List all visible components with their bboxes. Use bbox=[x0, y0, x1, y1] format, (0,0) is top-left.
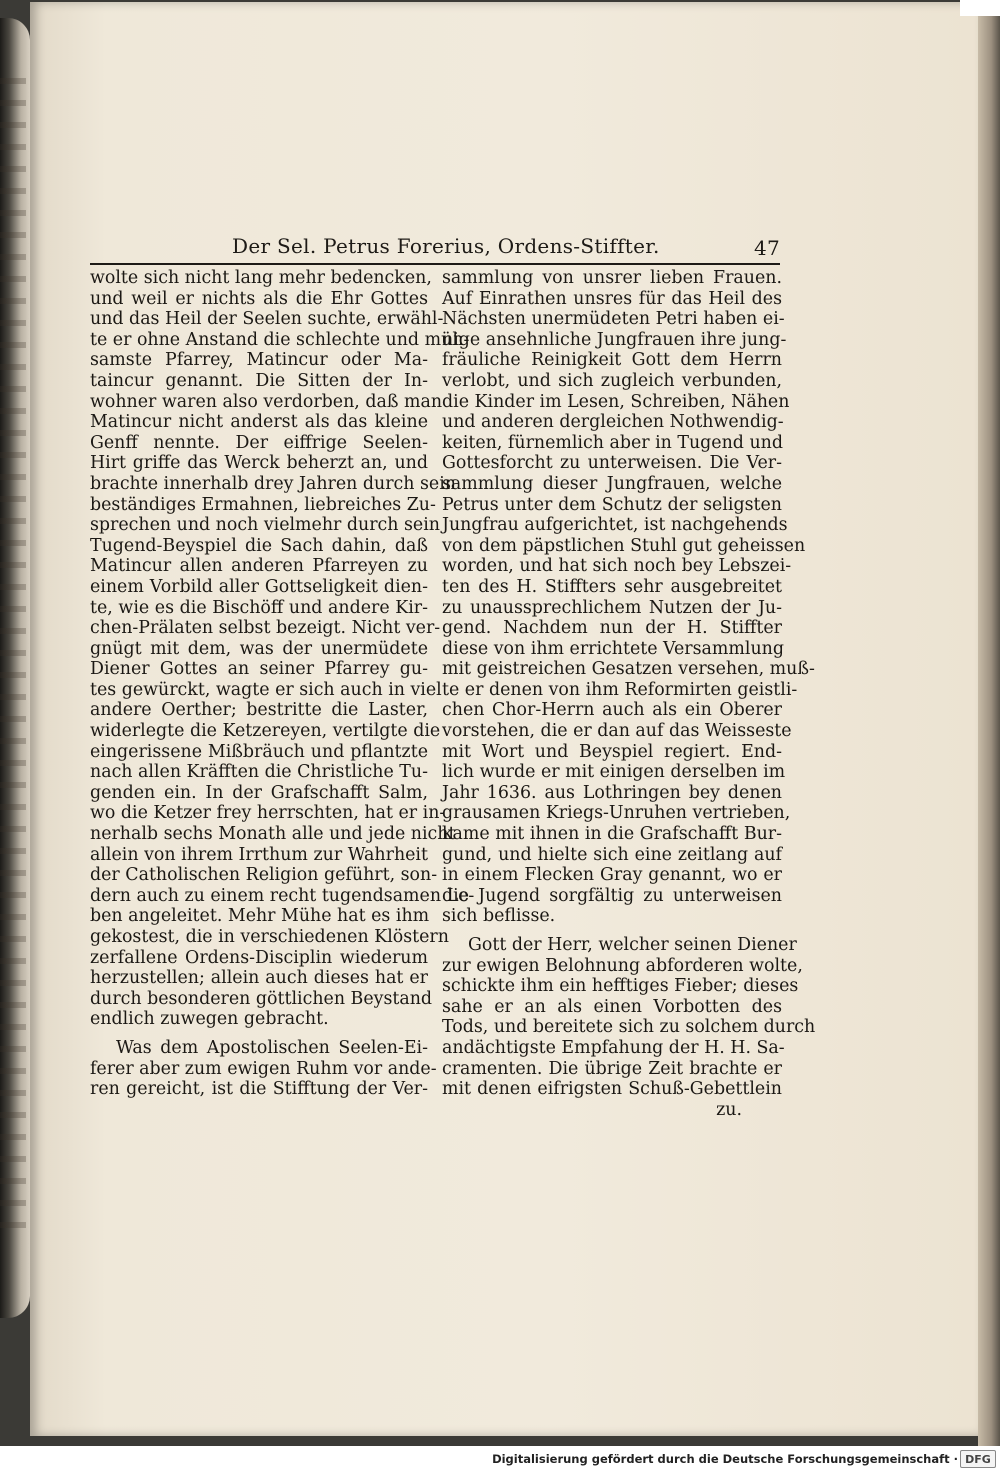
text-line: Matincur nicht anderst als das kleine bbox=[90, 412, 428, 433]
text-line: Nächsten unermüdeten Petri haben ei- bbox=[442, 309, 785, 330]
page-number: 47 bbox=[753, 236, 780, 260]
text-line: Was dem Apostolischen Seelen-Ei- bbox=[116, 1037, 428, 1058]
paragraph-gap bbox=[442, 927, 782, 935]
dfg-logo: DFG bbox=[960, 1450, 996, 1468]
text-column-left bbox=[90, 268, 475, 1100]
paragraph-gap bbox=[90, 1030, 428, 1038]
text-line: andere Oerther; bestritte die Laster, bbox=[90, 700, 428, 721]
text-line: der Catholischen Religion geführt, son- bbox=[90, 865, 438, 886]
text-line: sammlung von unsrer lieben Frauen. bbox=[442, 268, 782, 288]
text-line: ren gereicht, ist die Stifftung der Ver- bbox=[90, 1079, 428, 1100]
text-line: gend. Nachdem nun der H. Stiffter bbox=[442, 618, 782, 639]
text-line: einem Vorbild aller Gottseligkeit dien- bbox=[90, 576, 428, 597]
text-line: verlobt, und sich zugleich verbunden, bbox=[442, 370, 782, 391]
running-title: Der Sel. Petrus Forerius, Ordens-Stiffter. bbox=[232, 234, 660, 258]
funding-credit: Digitalisierung gefördert durch die Deutsche Forschungsgemeinschaft · bbox=[492, 1452, 958, 1466]
text-line: mit denen eifrigsten Schuß-Gebettlein bbox=[442, 1079, 782, 1100]
text-line: genden ein. In der Grafschafft Salm, bbox=[90, 782, 428, 803]
text-line: und das Heil der Seelen suchte, erwähl- bbox=[90, 309, 444, 330]
text-line: durch besonderen göttlichen Beystand bbox=[90, 988, 433, 1009]
text-line: zerfallene Ordens-Disciplin wiederum bbox=[90, 947, 428, 968]
facing-page-text bbox=[0, 78, 26, 1238]
text-line: gund, und hielte sich eine zeitlang auf bbox=[442, 844, 782, 865]
corner-mark bbox=[960, 0, 1000, 16]
text-line: herzustellen; allein auch dieses hat er bbox=[90, 968, 428, 989]
header-rule bbox=[90, 263, 780, 265]
text-line: und anderen dergleichen Nothwendig- bbox=[442, 412, 784, 433]
text-line: chen-Prälaten selbst bezeigt. Nicht ver- bbox=[90, 618, 441, 639]
text-line: von dem päpstlichen Stuhl gut geheissen bbox=[442, 535, 806, 556]
text-line: andächtigste Empfahung der H. H. Sa- bbox=[442, 1037, 785, 1058]
text-line: sammlung dieser Jungfrauen, welche bbox=[442, 473, 782, 494]
text-line: beständiges Ermahnen, liebreiches Zu- bbox=[90, 494, 436, 515]
text-column-right bbox=[442, 268, 816, 1120]
text-line: sprechen und noch vielmehr durch sein bbox=[90, 515, 440, 536]
text-line: nige ansehnliche Jungfrauen ihre jung- bbox=[442, 329, 787, 350]
text-line: Auf Einrathen unsres für das Heil des bbox=[442, 288, 782, 309]
text-line: cramenten. Die übrige Zeit brachte er bbox=[442, 1058, 782, 1079]
text-line: ferer aber zum ewigen Ruhm vor ande- bbox=[90, 1058, 437, 1079]
text-line: sich beflisse. bbox=[442, 906, 556, 927]
text-line: gnügt mit dem, was der unermüdete bbox=[90, 638, 428, 659]
text-line: te, wie es die Bischöff und andere Kir- bbox=[90, 597, 428, 618]
text-line: diese von ihm errichtete Versammlung bbox=[442, 638, 784, 659]
text-line: brachte innerhalb drey Jahren durch sein bbox=[90, 473, 456, 494]
text-line: gekostest, die in verschiedenen Klöstern bbox=[90, 927, 449, 947]
text-line: samste Pfarrey, Matincur oder Ma- bbox=[90, 350, 428, 371]
text-line: mit geistreichen Gesatzen versehen, muß- bbox=[442, 659, 815, 680]
page-fore-edge bbox=[978, 0, 1000, 1446]
text-line: Tods, und bereitete sich zu solchem durch bbox=[442, 1017, 816, 1038]
text-line: te er denen von ihm Reformirten geistli- bbox=[442, 679, 798, 700]
text-line: kame mit ihnen in die Grafschafft Bur- bbox=[442, 824, 782, 845]
text-line: ben angeleitet. Mehr Mühe hat es ihm bbox=[90, 906, 430, 927]
text-line: wohner waren also verdorben, daß man bbox=[90, 391, 443, 412]
text-line: Gottesforcht zu unterweisen. Die Ver- bbox=[442, 453, 782, 474]
text-line: allein von ihrem Irrthum zur Wahrheit bbox=[90, 844, 428, 865]
text-line: dern auch zu einem recht tugendsamen Le- bbox=[90, 885, 475, 906]
text-line: nerhalb sechs Monath alle und jede nicht bbox=[90, 824, 456, 845]
text-line: zur ewigen Belohnung abforderen wolte, bbox=[442, 955, 803, 976]
text-line: mit Wort und Beyspiel regiert. End- bbox=[442, 741, 782, 762]
text-line: chen Chor-Herrn auch als ein Oberer bbox=[442, 700, 782, 721]
text-line: te er ohne Anstand die schlechte und müh- bbox=[90, 329, 470, 350]
text-line: grausamen Kriegs-Unruhen vertrieben, bbox=[442, 803, 791, 824]
text-line: widerlegte die Ketzereyen, vertilgte die bbox=[90, 721, 441, 742]
text-line: Tugend-Beyspiel die Sach dahin, daß bbox=[90, 535, 428, 556]
text-line: eingerissene Mißbräuch und pflantzte bbox=[90, 741, 428, 762]
text-line: Petrus unter dem Schutz der seligsten bbox=[442, 494, 782, 515]
text-line: und weil er nichts als die Ehr Gottes bbox=[90, 288, 428, 309]
text-line: wolte sich nicht lang mehr bedencken, bbox=[90, 268, 432, 288]
text-line: schickte ihm ein hefftiges Fieber; dieses bbox=[442, 976, 799, 997]
catchword: zu. bbox=[716, 1099, 742, 1120]
text-line: nach allen Kräfften die Christliche Tu- bbox=[90, 762, 428, 783]
text-line: Jahr 1636. aus Lothringen bey denen bbox=[442, 782, 782, 803]
text-line: fräuliche Reinigkeit Gott dem Herrn bbox=[442, 350, 782, 371]
text-line: worden, und hat sich noch bey Lebszei- bbox=[442, 556, 792, 577]
text-line: Diener Gottes an seiner Pfarrey gu- bbox=[90, 659, 428, 680]
text-line: Jungfrau aufgerichtet, ist nachgehends bbox=[442, 515, 788, 536]
text-line: lich wurde er mit einigen derselben im bbox=[442, 762, 786, 783]
text-line: ten des H. Stiffters sehr ausgebreitet bbox=[442, 576, 782, 597]
text-line: zu unaussprechlichem Nutzen der Ju- bbox=[442, 597, 782, 618]
text-line: taincur genannt. Die Sitten der In- bbox=[90, 370, 428, 391]
text-line: Gott der Herr, welcher seinen Diener bbox=[468, 935, 797, 955]
text-line: die Jugend sorgfältig zu unterweisen bbox=[442, 885, 782, 906]
text-line: die Kinder im Lesen, Schreiben, Nähen bbox=[442, 391, 790, 412]
text-line: vorstehen, die er dan auf das Weisseste bbox=[442, 721, 792, 742]
text-line: Genff nennte. Der eiffrige Seelen- bbox=[90, 432, 428, 453]
facing-page-edge bbox=[0, 18, 30, 1318]
text-line: wo die Ketzer frey herrschten, hat er in- bbox=[90, 803, 446, 824]
text-line: Matincur allen anderen Pfarreyen zu bbox=[90, 556, 428, 577]
text-line: endlich zuwegen gebracht. bbox=[90, 1009, 329, 1030]
running-header bbox=[232, 234, 780, 264]
text-line: sahe er an als einen Vorbotten des bbox=[442, 996, 782, 1017]
text-line: in einem Flecken Gray genannt, wo er bbox=[442, 865, 782, 886]
text-line: tes gewürckt, wagte er sich auch in viel bbox=[90, 679, 442, 700]
text-line: keiten, fürnemlich aber in Tugend und bbox=[442, 432, 783, 453]
text-line: Hirt griffe das Werck beherzt an, und bbox=[90, 453, 428, 474]
footer-bar bbox=[0, 1446, 1000, 1471]
